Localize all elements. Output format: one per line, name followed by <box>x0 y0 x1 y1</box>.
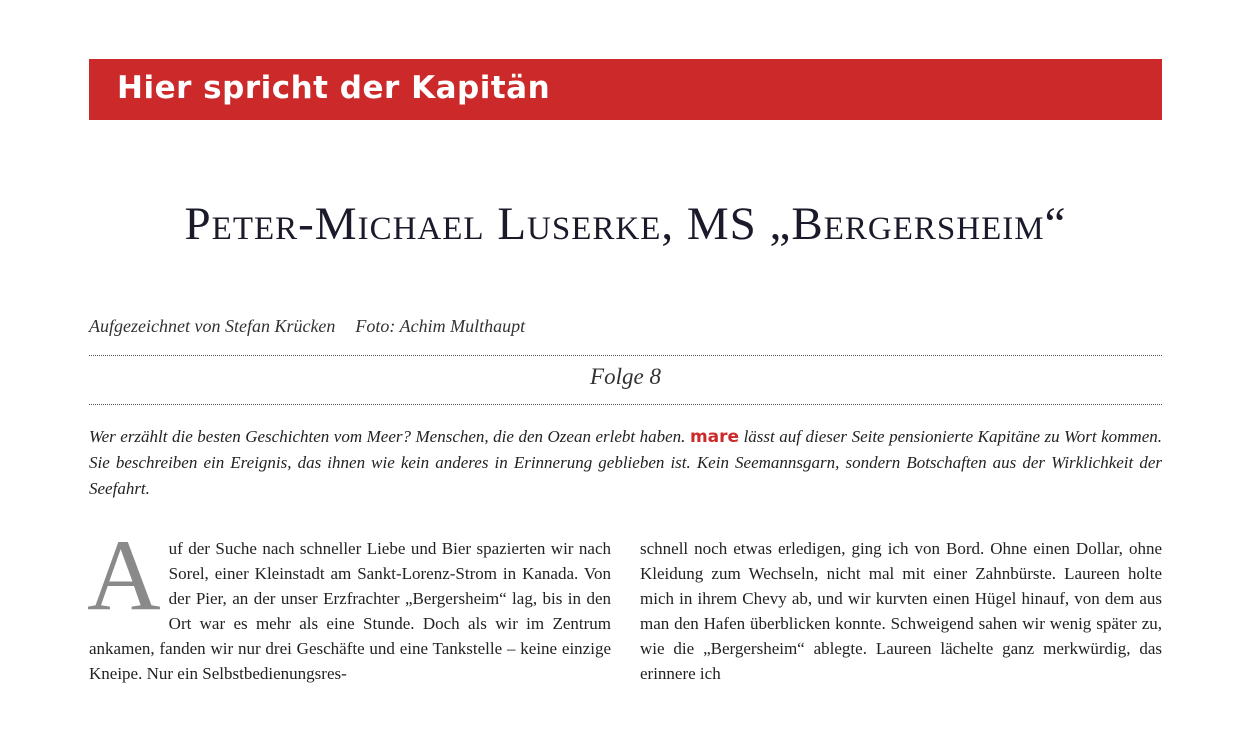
article-credits <box>89 316 525 337</box>
article-title: Peter-Michael Luserke, MS „Bergersheim“ <box>184 198 1067 250</box>
body-text-left: uf der Suche nach schneller Liebe und Bier spazierten wir nach Sorel, einer Kleinstadt am Sankt-Lorenz-Strom in Kanada. Von der Pier, an der unser Erzfrachter „Bergersheim“ lag, bis in den Ort war es mehr als eine Stunde. Doch als wir im Zentrum ankamen, fanden wir nur drei Geschäfte und eine Tankstelle – keine einzige Kneipe. Nur ein Selbstbedienungsres- <box>89 539 611 683</box>
intro-text-start: Wer erzählt die besten Geschichten vom Meer? Menschen, die den Ozean erlebt haben. <box>89 427 690 446</box>
intro-text-end: lässt auf dieser Seite pensionierte Kapitäne zu Wort kommen. Sie beschreiben ein Ereignis, das ihnen wie kein anderes in Erinnerung geblieben ist. Kein Seemannsgarn, sondern Botschaften aus der Wirklichkeit der Seefahrt. <box>89 427 1162 498</box>
section-title: Hier spricht der Kapitän <box>117 70 551 106</box>
body-column-left <box>87 519 611 686</box>
body-text-right: schnell noch etwas erledigen, ging ich von Bord. Ohne einen Dollar, ohne Kleidung zum Wechseln, nicht mal mit einer Zahnbürste. Laureen holte mich in ihrem Chevy ab, und wir kurvten einen Hügel hinauf, von dem aus man den Hafen überblicken konnte. Schweigend sahen wir wenig später zu, wie die „Bergersheim“ ablegte. Laureen lächelte ganz merkwürdig, das erinnere ich <box>640 539 1162 683</box>
author-credit: Aufgezeichnet von Stefan Krücken <box>89 316 336 336</box>
divider-top <box>89 355 1162 356</box>
body-column-right <box>640 536 1162 686</box>
drop-cap: A <box>87 519 161 632</box>
divider-bottom <box>89 404 1162 405</box>
intro-paragraph <box>89 424 1162 502</box>
episode-label: Folge 8 <box>590 364 661 389</box>
section-header-bar <box>89 59 1162 120</box>
brand-name: mare <box>689 427 740 447</box>
photo-credit: Foto: Achim Multhaupt <box>355 316 526 336</box>
